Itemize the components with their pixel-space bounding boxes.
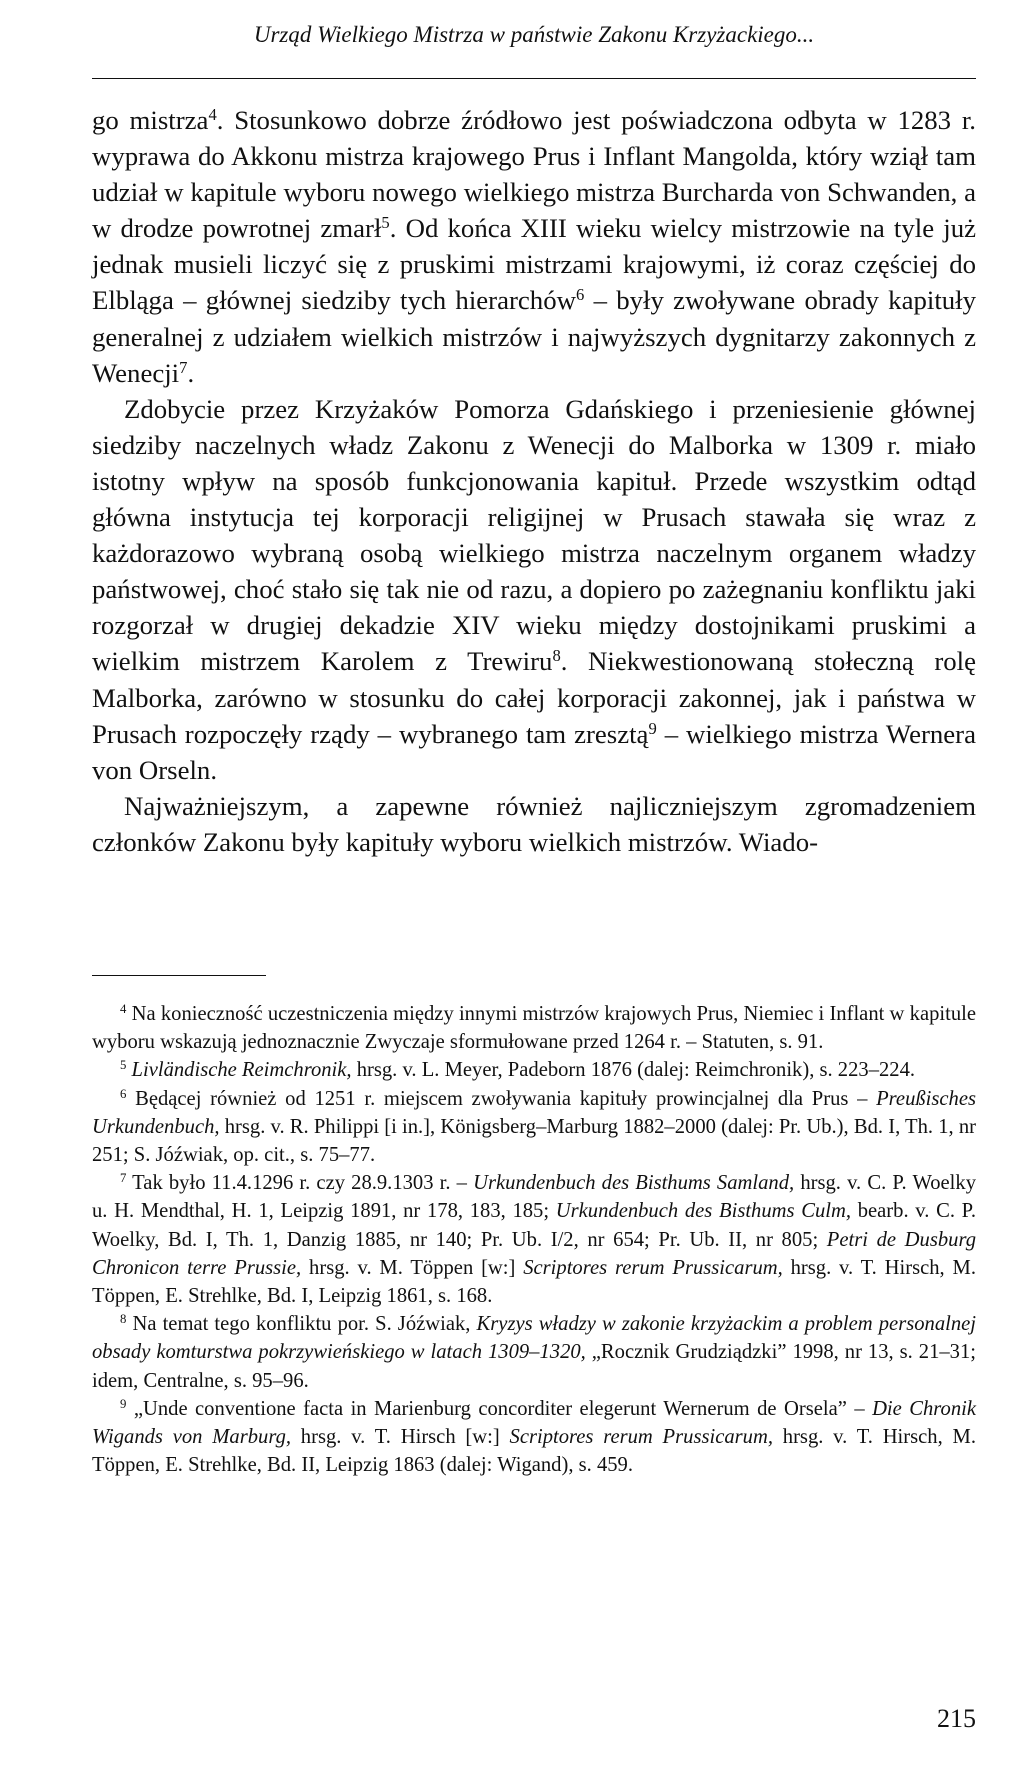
running-header: Urząd Wielkiego Mistrza w państwie Zakonu Krzyżackiego... <box>253 22 815 47</box>
footnote-4: $^4$ Na konieczność uczestniczenia między innymi mistrzów krajowych Prus, Niemiec i Inflant w kapitule wyboru wskazują jednoznacznie Zwyczaje sformułowane przed 1264 r. – Statuten, s. 91. <box>92 1001 976 1054</box>
footnote-ref-7[interactable]: 7 <box>179 357 188 377</box>
footnote-5: $^5$ Livländische Reimchronik, hrsg. v. L. Meyer, Padeborn 1876 (dalej: Reimchronik), s. 223–224. <box>120 1058 916 1082</box>
footnote-separator <box>92 975 266 976</box>
footnote-ref-6[interactable]: 6 <box>575 285 585 305</box>
footnote-ref-5[interactable]: 5 <box>381 213 390 233</box>
paragraph-1: go mistrza$^4$. Stosunkowo dobrze źródłowo jest poświadczona odbyta w 1283 r. wyprawa do Akkonu mistrza krajowego Prus i Inflant Mangolda, który wziął tam udział w kapitule wyboru nowego wielkiego mistrza Burcharda von Schwanden, a w drodze powrotnej zmarł$^5$. Od końca XIII wieku wielcy mistrzowie na tyle już jednak musieli liczyć się z pruskimi mistrzami krajowymi, iż coraz częściej do Elbląga – głównej siedziby tych hierarchów$^6$ – były zwoływane obrady kapituły generalnej z udziałem wielkich mistrzów i najwyższych dygnitarzy zakonnych z Wenecji$^7$. <box>92 104 977 388</box>
footnote-9: $^9$ „Unde conventione facta in Marienburg concorditer elegerunt Wernerum de Orsela” – Die Chronik Wigands von Marburg, hrsg. v. T. Hirsch [w:] Scriptores rerum Prussicarum, hrsg. v. T. Hirsch, M. Töppen, E. Strehlke, Bd. II, Leipzig 1863 (dalej: Wigand), s. 459. <box>92 1396 976 1477</box>
footnote-ref-8[interactable]: 8 <box>552 646 561 666</box>
footnote-6: $^6$ Będącej również od 1251 r. miejscem zwoływania kapituły prowincjalnej dla Prus – Preußisches Urkundenbuch, hrsg. v. R. Philippi [i in.], Königsberg–Marburg 1882–2000 (dalej: Pr. Ub.), Bd. I, Th. 1, nr 251; S. Jóźwiak, op. cit., s. 75–77. <box>92 1086 976 1167</box>
footnote-8: $^8$ Na temat tego konfliktu por. S. Jóźwiak, Kryzys władzy w zakonie krzyżackim a problem personalnej obsady komturstwa pokrzywieńskiego w latach 1309–1320, „Rocznik Grudziądzki” 1998, nr 13, s. 21–31; idem, Centralne, s. 95–96. <box>92 1312 976 1392</box>
footnote-ref-9[interactable]: 9 <box>648 718 657 738</box>
paragraph-3: Najważniejszym, a zapewne również najliczniejszym zgromadzeniem członków Zakonu były kapituły wyboru wielkich mistrzów. Wiado- <box>92 790 976 857</box>
footnotes <box>92 1000 976 1479</box>
header-rule <box>92 78 976 79</box>
paragraph-2: Zdobycie przez Krzyżaków Pomorza Gdańskiego i przeniesienie głównej siedziby naczelnych władz Zakonu z Wenecji do Malborka w 1309 r. miało istotny wpływ na sposób funkcjonowania kapituł. Przede wszystkim odtąd główna instytucja tej korporacji religijnej w Prusach stawała się wraz z każdorazowo wybraną osobą wielkiego mistrza naczelnym organem władzy państwowej, choć stało się tak nie od razu, a dopiero po zażegnaniu konfliktu jaki rozgorzał w drugiej dekadzie XIV wieku między dostojnikami pruskimi a wielkim mistrzem Karolem z Trewiru$^8$. Niekwestionowaną stołeczną rolę Malborka, zarówno w stosunku do całej korporacji zakonnej, jak i państwa w Prusach rozpoczęły rządy – wybranego tam zresztą$^9$ – wielkiego mistrza Wernera von Orseln. <box>92 393 976 785</box>
page-number: 215 <box>937 1704 976 1733</box>
footnote-ref-4[interactable]: 4 <box>208 104 217 124</box>
footnote-7: $^7$ Tak było 11.4.1296 r. czy 28.9.1303 r. – Urkundenbuch des Bisthums Samland, hrsg. v. C. P. Woelky u. H. Mendthal, H. 1, Leipzig 1891, nr 178, 183, 185; Urkundenbuch des Bisthums Culm, bearb. v. C. P. Woelky, Bd. I, Th. 1, Danzig 1885, nr 140; Pr. Ub. I/2, nr 654; Pr. Ub. II, nr 805; Petri de Dusburg Chronicon terre Prussie, hrsg. v. M. Töppen [w:] Scriptores rerum Prussicarum, hrsg. v. T. Hirsch, M. Töppen, E. Strehlke, Bd. I, Leipzig 1861, s. 168. <box>92 1171 977 1308</box>
main-text <box>92 102 976 860</box>
